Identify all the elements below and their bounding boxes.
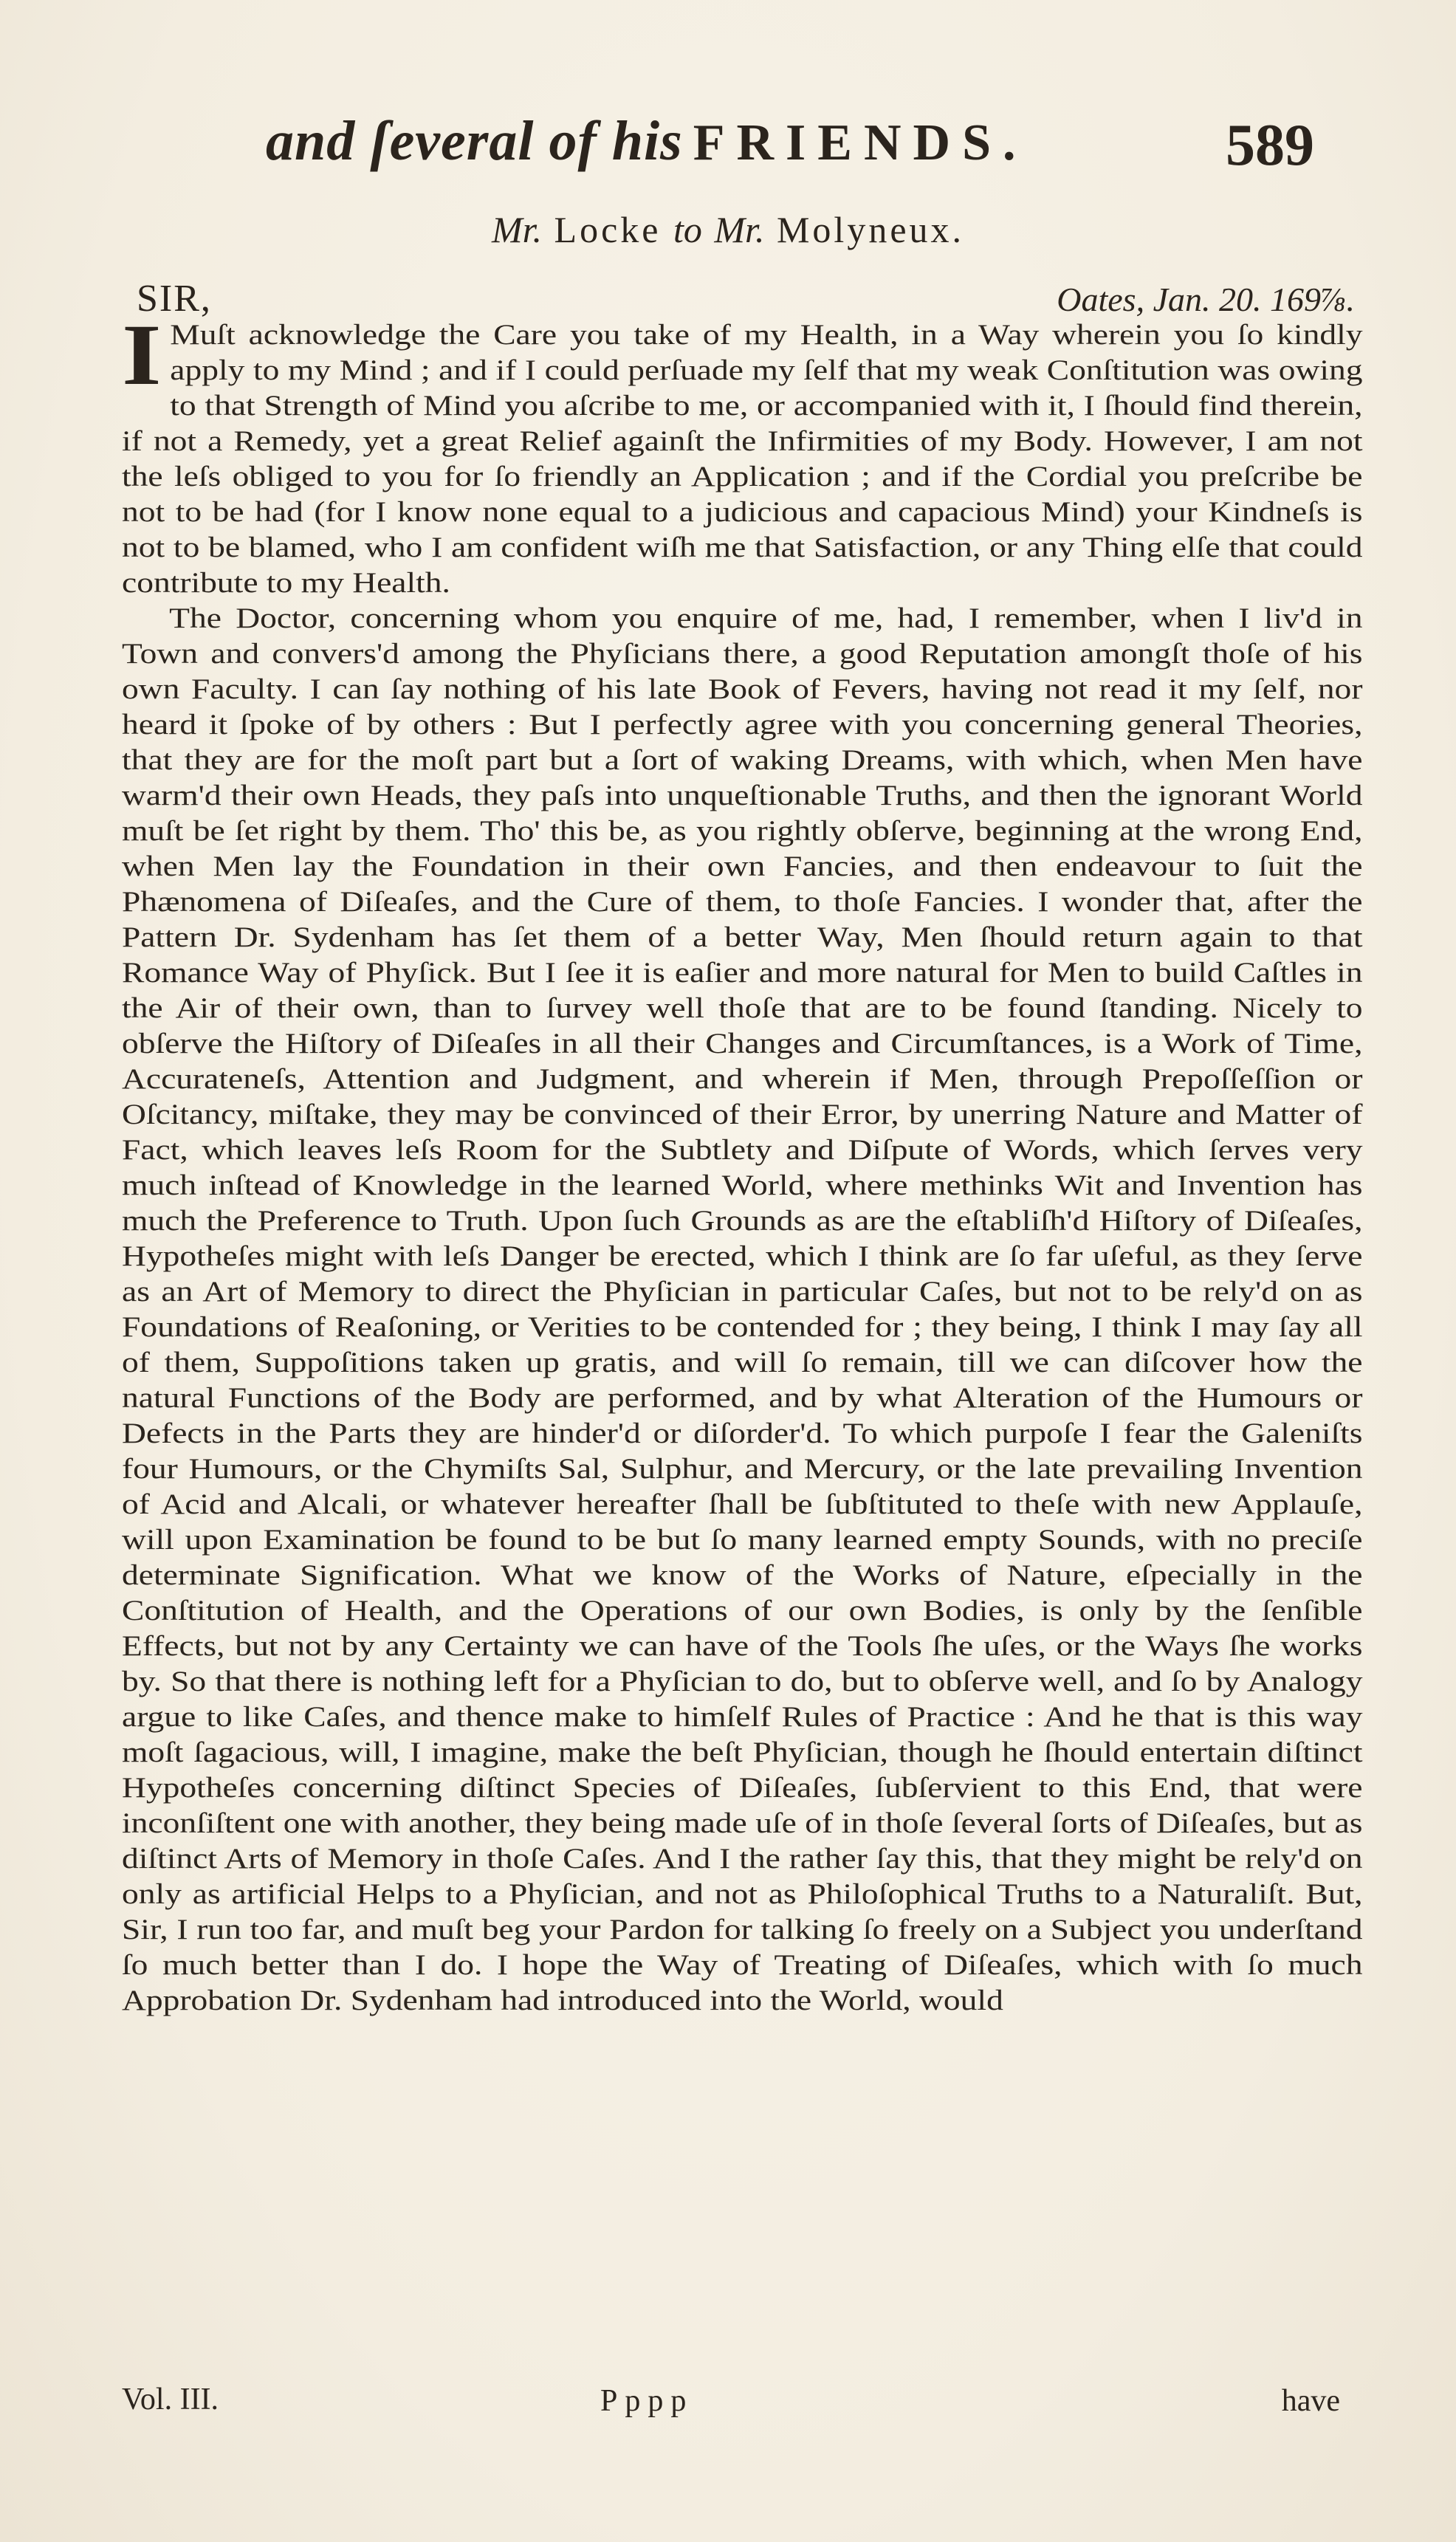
volume-label: Vol. III. <box>122 2383 219 2416</box>
page-number: 589 <box>1226 113 1314 178</box>
salutation: SIR, <box>137 278 212 320</box>
to-title: Mr. <box>714 209 765 250</box>
letter-body <box>122 306 1363 2019</box>
drop-cap: I <box>122 306 162 403</box>
from-name: Locke <box>554 209 662 250</box>
to-word: to <box>673 209 702 250</box>
catchword: have <box>1281 2384 1340 2418</box>
signature-mark: Pppp <box>600 2384 694 2418</box>
from-title: Mr. <box>491 209 543 250</box>
to-name: Molyneux. <box>776 209 965 250</box>
running-head <box>266 109 1028 174</box>
running-head-caps: FRIENDS. <box>693 114 1028 171</box>
page-header <box>266 109 1314 183</box>
paragraph-1-text: Muſt acknowledge the Care you take of my Health, in a Way wherein you ſo kindly apply to my Mind ; and if I could perſuade my ſelf that my weak Conſtitution was owing to that Strength of Mind you aſcribe to me, or accompanied with it, I ſhould find therein, if not a Remedy, yet a great Relief againſt the Infirmities of my Body. However, I am not the leſs obliged to you for ſo friendly an Application ; and if the Cordial you preſcribe be not to be had (for I know none equal to a judicious and capacious Mind) your Kindneſs is not to be blamed, who I am confident wiſh me that Satisfaction, or any Thing elſe that could contribute to my Health. <box>122 319 1363 599</box>
paragraph-2: The Doctor, concerning whom you enquire of me, had, I remember, when I liv'd in Town and convers'd among the Phyſicians there, a good Reputation amongſt thoſe of his own Faculty. I can ſay nothing of his late Book of Fevers, having not read it my ſelf, nor heard it ſpoke of by others : But I perfectly agree with you concerning general Theories, that they are for the moſt part but a ſort of waking Dreams, with which, when Men have warm'd their own Heads, they paſs into unqueſtionable Truths, and then the ignorant World muſt be ſet right by them. Tho' this be, as you rightly obſerve, beginning at the wrong End, when Men lay the Foundation in their own Fancies, and then endeavour to ſuit the Phænomena of Diſeaſes, and the Cure of them, to thoſe Fancies. I wonder that, after the Pattern Dr. Sydenham has ſet them of a better Way, Men ſhould return again to that Romance Way of Phyſick. But I ſee it is eaſier and more natural for Men to build Caſtles in the Air of their own, than to ſurvey well thoſe that are to be found ſtanding. Nicely to obſerve the Hiſtory of Diſeaſes in all their Changes and Circumſtances, is a Work of Time, Accurateneſs, Attention and Judgment, and wherein if Men, through Prepoſſeſſion or Oſcitancy, miſtake, they may be convinced of their Error, by unerring Nature and Matter of Fact, which leaves leſs Room for the Subtlety and Diſpute of Words, which ſerves very much inſtead of Knowledge in the learned World, where methinks Wit and Invention has much the Preference to Truth. Upon ſuch Grounds as are the eſtabliſh'd Hiſtory of Diſeaſes, Hypotheſes might with leſs Danger be erected, which I think are ſo far uſeful, as they ſerve as an Art of Memory to direct the Phyſician in particular Caſes, but not to be rely'd on as Foundations of Reaſoning, or Verities to be contended for ; they being, I think I may ſay all of them, Suppoſitions taken up gratis, and will ſo remain, till we can diſcover how the natural Functions of the Body are performed, and by what Alteration of the Humours or Defects in the Parts they are hinder'd or diſorder'd. To which purpoſe I fear the Galeniſts four Humours, or the Chymiſts Sal, Sulphur, and Mercury, or the late prevailing Invention of Acid and Alcali, or whatever hereafter ſhall be ſubſtituted to theſe with new Applauſe, will upon Examination be found to be but ſo many learned empty Sounds, with no preciſe determinate Signification. What we know of the Works of Nature, eſpecially in the Conſtitution of Health, and the Operations of our own Bodies, is only by the ſenſible Effects, but not by any Certainty we can have of the Tools ſhe uſes, or the Ways ſhe works by. So that there is nothing left for a Phyſician to do, but to obſerve well, and ſo by Analogy argue to like Caſes, and thence make to himſelf Rules of Practice : And he that is this way moſt ſagacious, will, I imagine, make the beſt Phyſician, though he ſhould entertain diſtinct Hypotheſes concerning diſtinct Species of Diſeaſes, ſubſervient to this End, that were inconſiſtent one with another, they being made uſe of in thoſe ſeveral ſorts of Diſeaſes, but as diſtinct Arts of Memory in thoſe Caſes. And I the rather ſay this, that they might be rely'd on only as artificial Helps to a Phyſician, and not as Philoſophical Truths to a Naturaliſt. But, Sir, I run too far, and muſt beg your Pardon for talking ſo freely on a Subject you underſtand ſo much better than I do. I hope the Way of Treating of Diſeaſes, which with ſo much Approbation Dr. Sydenham had introduced into the World, would <box>122 602 1363 2016</box>
letter-heading <box>0 208 1456 251</box>
dateline: Oates, Jan. 20. 169⅞. <box>1057 281 1355 318</box>
paragraph-1 <box>122 306 1363 601</box>
running-head-italic: and ſeveral of his <box>266 110 683 172</box>
page-footer <box>122 2382 1340 2426</box>
salutation-row <box>122 277 1362 321</box>
